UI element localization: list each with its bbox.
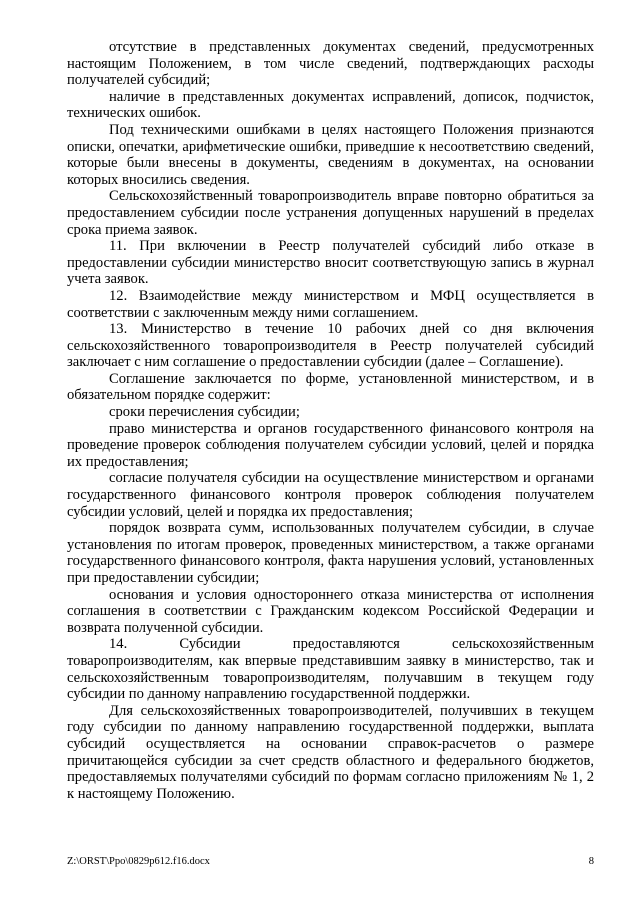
paragraph-missing-info: отсутствие в представленных документах сведений, предусмотренных настоящим Положением, в том числе сведений, подтверждающих расходы получателей субсидий; xyxy=(67,39,594,89)
paragraph-agreement-form: Соглашение заключается по форме, установленной министерством, и в обязательном порядке содержит: xyxy=(67,370,594,404)
footer-file-path: Z:\ORST\Ppo\0829p612.f16.docx xyxy=(67,856,210,867)
paragraph-unilateral-refusal: основания и условия одностороннего отказа министерства от исполнения соглашения в соответствии с Гражданским кодексом Российской Федерации и возврата полученной субсидии. xyxy=(67,586,594,636)
paragraph-payment-terms: сроки перечисления субсидии; xyxy=(109,404,300,421)
paragraph-recipient-consent: согласие получателя субсидии на осуществление министерством и органами государственного финансового контроля проверок соблюдения получателем субсидии условий, целей и порядка их предоставления; xyxy=(67,470,594,520)
paragraph-section-12: 12. Взаимодействие между министерством и МФЦ осуществляется в соответствии с заключенным между ними соглашением. xyxy=(67,287,594,321)
page-body xyxy=(67,39,594,802)
paragraph-payment-basis: Для сельскохозяйственных товаропроизводителей, получивших в текущем году субсидии по данному направлению государственной поддержки, выплата субсидий осуществляется на основании справок-расчетов о размере причитающейся субсидии за счет средств областного и федерального бюджетов, предоставляемых получателями субсидий по формам согласно приложениям № 1, 2 к настоящему Положению. xyxy=(67,702,594,802)
paragraph-section-13: 13. Министерство в течение 10 рабочих дней со дня включения сельскохозяйственного товаропроизводителя в Реестр получателей субсидий заключает с ним соглашение о предоставлении субсидии (далее – Соглашение). xyxy=(67,321,594,371)
paragraph-refund-procedure: порядок возврата сумм, использованных получателем субсидии, в случае установления по итогам проверок, проведенных министерством, а также органами государственного финансового контроля, факта нарушения условий, установленных при предоставлении субсидии; xyxy=(67,520,594,586)
paragraph-technical-errors: Под техническими ошибками в целях настоящего Положения признаются описки, опечатки, арифметические ошибки, приведшие к несоответствию сведений, которые были внесены в документы, сведениям в документах, на основании которых вносились сведения. xyxy=(67,121,594,188)
paragraph-repeat-application: Сельскохозяйственный товаропроизводитель вправе повторно обратиться за предоставлением субсидии после устранения допущенных нарушений в пределах срока приема заявок. xyxy=(67,188,594,238)
footer-page-number: 8 xyxy=(588,856,594,867)
paragraph-audit-right: право министерства и органов государственного финансового контроля на проведение проверок соблюдения получателем субсидии условий, целей и порядка их предоставления; xyxy=(67,420,594,470)
paragraph-section-11: 11. При включении в Реестр получателей субсидий либо отказе в предоставлении субсидии министерство вносит соответствующую запись в журнал учета заявок. xyxy=(67,238,594,288)
paragraph-section-14: 14. Субсидии предоставляются сельскохозяйственным товаропроизводителям, как впервые представившим заявку в министерство, так и сельскохозяйственным товаропроизводителям, получавшим в текущем году субсидии по данному направлению государственной поддержки. xyxy=(67,636,594,703)
paragraph-corrections: наличие в представленных документах исправлений, дописок, подчисток, технических ошибок. xyxy=(67,88,594,122)
